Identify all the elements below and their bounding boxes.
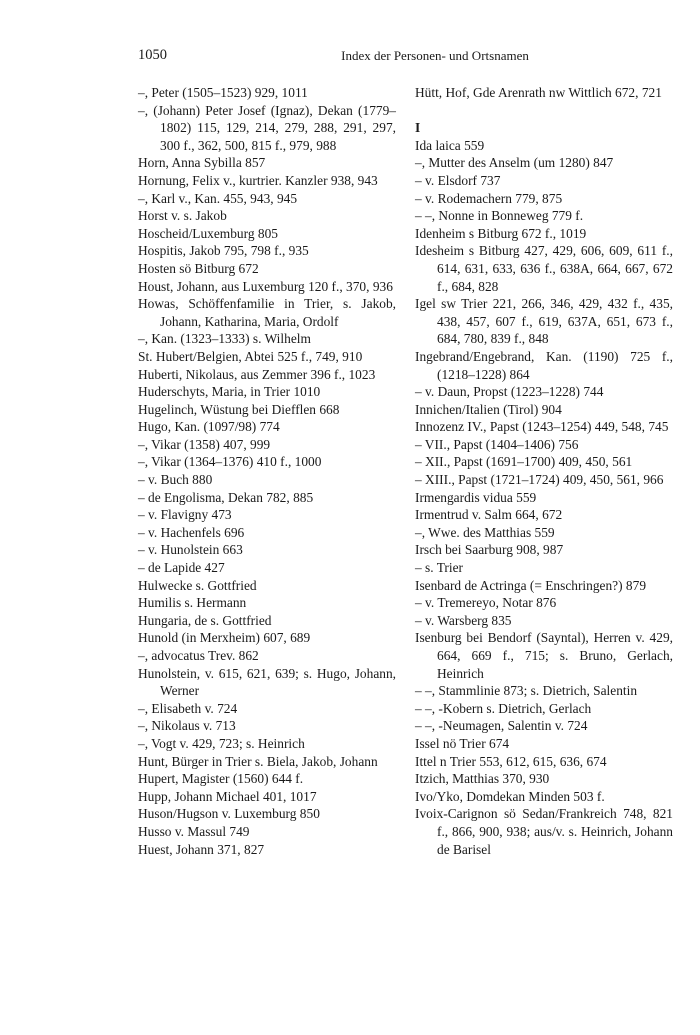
index-entry: Huberti, Nikolaus, aus Zemmer 396 f., 1023 — [138, 366, 376, 382]
index-entry: Ittel n Trier 553, 612, 615, 636, 674 — [415, 753, 607, 769]
index-entry: Irsch bei Saarburg 908, 987 — [415, 542, 564, 558]
index-entry: Innichen/Italien (Tirol) 904 — [415, 401, 562, 417]
index-entry: – v. Hachenfels 696 — [138, 524, 245, 540]
index-entry: Huest, Johann 371, 827 — [138, 841, 265, 857]
index-entry: – v. Elsdorf 737 — [415, 172, 501, 188]
index-entry: Irmengardis vidua 559 — [415, 489, 537, 505]
index-entry: Ivoix-Carignon sö Sedan/Frankreich 748, 821 f., 866, 900, 938; aus/v. s. Heinrich, Johann de Barisel — [415, 806, 673, 857]
index-entry: Ingebrand/Engebrand, Kan. (1190) 725 f., (1218–1228) 864 — [415, 348, 673, 382]
index-entry: Hunt, Bürger in Trier s. Biela, Jakob, Johann — [138, 753, 378, 769]
page-number: 1050 — [138, 47, 167, 63]
index-entry: –, Wwe. des Matthias 559 — [415, 524, 555, 540]
left-index-column — [138, 84, 396, 858]
index-entry: –, Mutter des Anselm (um 1280) 847 — [415, 155, 614, 171]
index-entry: Husso v. Massul 749 — [138, 823, 250, 839]
index-entry: – VII., Papst (1404–1406) 756 — [415, 436, 579, 452]
index-entry: –, Vikar (1358) 407, 999 — [138, 436, 271, 452]
index-entry: –, Vikar (1364–1376) 410 f., 1000 — [138, 454, 322, 470]
index-entry: Irmentrud v. Salm 664, 672 — [415, 507, 563, 523]
index-entry: Houst, Johann, aus Luxemburg 120 f., 370, 936 — [138, 278, 393, 294]
index-entry: Issel nö Trier 674 — [415, 735, 510, 751]
index-entry: Innozenz IV., Papst (1243–1254) 449, 548, 745 — [415, 419, 669, 435]
index-entry: Howas, Schöffenfamilie in Trier, s. Jakob, Johann, Katharina, Maria, Ordolf — [138, 296, 396, 329]
page-header — [138, 47, 672, 69]
index-entry: –, Nikolaus v. 713 — [138, 718, 236, 734]
index-entry: St. Hubert/Belgien, Abtei 525 f., 749, 910 — [138, 348, 363, 364]
index-entry: – v. Buch 880 — [138, 472, 213, 488]
index-entry: Isenbard de Actringa (= Enschringen?) 879 — [415, 577, 647, 593]
index-entry: Hosten sö Bitburg 672 — [138, 260, 259, 276]
index-entry: Hulwecke s. Gottfried — [138, 577, 257, 593]
index-entry: Hoscheid/Luxemburg 805 — [138, 225, 278, 241]
index-entry: Idesheim s Bitburg 427, 429, 606, 609, 611 f., 614, 631, 633, 636 f., 638A, 664, 667, 672 f., 684, 828 — [415, 243, 673, 294]
index-entry: –, advocatus Trev. 862 — [138, 648, 259, 663]
index-entry: Hospitis, Jakob 795, 798 f., 935 — [138, 243, 309, 259]
index-entry: – v. Rodemachern 779, 875 — [415, 190, 563, 206]
index-entry: Hunolstein, v. 615, 621, 639; s. Hugo, Johann, Werner — [138, 665, 396, 699]
index-entry: Idenheim s Bitburg 672 f., 1019 — [415, 225, 587, 241]
index-entry: Horn, Anna Sybilla 857 — [138, 155, 266, 171]
index-entry: Hornung, Felix v., kurtrier. Kanzler 938, 943 — [138, 172, 378, 188]
index-entry: Isenburg bei Bendorf (Sayntal), Herren v. 429, 664, 669 f., 715; s. Bruno, Gerlach, Heinrich — [415, 630, 673, 681]
index-entry: – XII., Papst (1691–1700) 409, 450, 561 — [415, 454, 633, 470]
index-entry: – v. Warsberg 835 — [415, 612, 512, 628]
right-index-column — [415, 84, 673, 858]
index-entry: Huderschyts, Maria, in Trier 1010 — [138, 384, 321, 400]
index-entry: – de Engolisma, Dekan 782, 885 — [138, 489, 314, 505]
index-entry: Hütt, Hof, Gde Arenrath nw Wittlich 672, 721 — [415, 85, 662, 100]
index-entry: Hupp, Johann Michael 401, 1017 — [138, 788, 317, 804]
index-entry: – –, -Kobern s. Dietrich, Gerlach — [415, 700, 592, 716]
index-entry: – v. Daun, Propst (1223–1228) 744 — [415, 384, 604, 400]
index-entry: Huson/Hugson v. Luxemburg 850 — [138, 806, 320, 822]
index-entry: Igel sw Trier 221, 266, 346, 429, 432 f., 435, 438, 457, 607 f., 619, 637A, 651, 673 f., 684, 780, 839 f., 848 — [415, 296, 673, 347]
index-entry: – XIII., Papst (1721–1724) 409, 450, 561, 966 — [415, 472, 664, 488]
index-entry: –, Karl v., Kan. 455, 943, 945 — [138, 190, 298, 206]
section-letter: I — [415, 120, 421, 136]
index-entry: Hunold (in Merxheim) 607, 689 — [138, 630, 311, 646]
index-entry: Hugo, Kan. (1097/98) 774 — [138, 419, 280, 435]
index-entry: – v. Flavigny 473 — [138, 507, 232, 523]
index-entry: – –, -Neumagen, Salentin v. 724 — [415, 718, 588, 734]
index-entry: – de Lapide 427 — [138, 560, 225, 576]
index-entry: – v. Tremereyo, Notar 876 — [415, 595, 557, 611]
index-entry: Hupert, Magister (1560) 644 f. — [138, 771, 304, 787]
index-entry: Horst v. s. Jakob — [138, 208, 227, 224]
index-entry: –, (Johann) Peter Josef (Ignaz), Dekan (1779–1802) 115, 129, 214, 279, 288, 291, 297, 300 f., 362, 500, 815 f., 979, 988 — [138, 102, 396, 153]
index-entry: Hugelinch, Wüstung bei Diefflen 668 — [138, 401, 340, 417]
index-entry: – s. Trier — [415, 560, 463, 576]
index-entry: – –, Nonne in Bonneweg 779 f. — [415, 208, 584, 224]
running-title: Index der Personen- und Ortsnamen — [341, 48, 529, 63]
index-entry: –, Peter (1505–1523) 929, 1011 — [138, 85, 308, 100]
index-entry: – –, Stammlinie 873; s. Dietrich, Salentin — [415, 683, 638, 699]
index-entry: Ida laica 559 — [415, 137, 485, 153]
index-entry: Ivo/Yko, Domdekan Minden 503 f. — [415, 788, 605, 804]
index-entry: Humilis s. Hermann — [138, 595, 247, 611]
index-entry: –, Vogt v. 429, 723; s. Heinrich — [138, 735, 305, 751]
index-entry: – v. Hunolstein 663 — [138, 542, 243, 558]
index-entry: –, Kan. (1323–1333) s. Wilhelm — [138, 331, 311, 347]
index-entry: Itzich, Matthias 370, 930 — [415, 771, 550, 787]
index-entry: Hungaria, de s. Gottfried — [138, 612, 272, 628]
index-entry: –, Elisabeth v. 724 — [138, 700, 238, 716]
